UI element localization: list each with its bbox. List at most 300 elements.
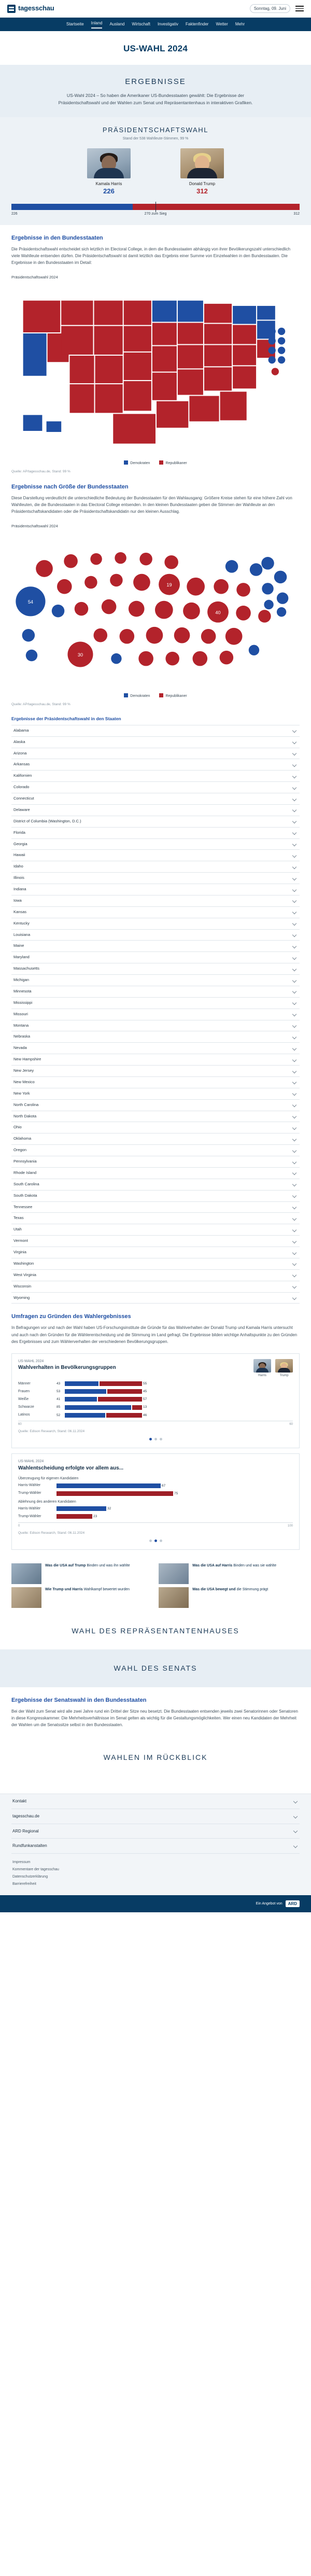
- body-shape: [94, 168, 124, 178]
- state-label: Alaska: [13, 739, 25, 744]
- chart-bar-rep: [106, 1413, 142, 1418]
- us-map-svg[interactable]: [7, 283, 304, 457]
- state-row[interactable]: [11, 1179, 300, 1191]
- state-row[interactable]: [11, 1133, 300, 1145]
- chart-bar-dem: [65, 1389, 106, 1394]
- map-source: Quelle: AP/tagesschau.de, Stand: 99 %: [11, 469, 70, 473]
- nav-item-faktenfinder[interactable]: Faktenfinder: [185, 22, 209, 27]
- state-row[interactable]: [11, 850, 300, 861]
- state-label: Louisiana: [13, 932, 31, 937]
- state-label: Florida: [13, 830, 25, 835]
- state-label: Arkansas: [13, 762, 30, 767]
- chart-card-header: [18, 1359, 293, 1378]
- chart2-bar-group: [56, 1514, 293, 1519]
- chart2-bar-label: Trump-Wähler: [18, 1491, 41, 1495]
- teaser-lead: Was die USA auf Harris: [192, 1564, 233, 1568]
- chart-value-dem: 43: [56, 1381, 61, 1385]
- teaser-column-right: [159, 1563, 300, 1608]
- chevron-down-icon: [292, 831, 296, 835]
- chart-bar-row: [18, 1381, 293, 1387]
- chart-bar-label: Männer: [18, 1381, 31, 1385]
- footer-section-label: tagesschau.de: [12, 1814, 40, 1819]
- state-row[interactable]: [11, 782, 300, 793]
- nav-item-wirtschaft[interactable]: Wirtschaft: [132, 22, 150, 27]
- state-row[interactable]: [11, 986, 300, 998]
- footer-section-label: Kontakt: [12, 1799, 27, 1804]
- state-row[interactable]: [11, 839, 300, 850]
- state-label: Vermont: [13, 1238, 28, 1243]
- us-cartogram[interactable]: [0, 531, 311, 690]
- results-intro: US-Wahl 2024 – So haben die Amerikaner US-Bundesstaaten gewählt: Die Ergebnisse der Präsidentschaftswahl und der Wahlen zum Senat und Repräsentantenhaus in interaktiven Grafiken.: [58, 93, 253, 105]
- state-row[interactable]: [11, 1270, 300, 1281]
- chevron-down-icon: [292, 1216, 296, 1221]
- nav-item-investigativ[interactable]: Investigativ: [157, 22, 178, 27]
- state-row[interactable]: [11, 828, 300, 839]
- map-heading: Ergebnisse in den Bundesstaaten: [11, 235, 103, 242]
- chevron-down-icon: [292, 1103, 296, 1107]
- teaser-rest: Binden und was ihn wählte: [87, 1564, 130, 1568]
- state-label: Nebraska: [13, 1034, 31, 1039]
- state-label: Kansas: [13, 909, 27, 914]
- candidate-harris[interactable]: [87, 148, 131, 197]
- candidate-trump[interactable]: [180, 148, 224, 197]
- state-label: Indiana: [13, 887, 26, 892]
- state-row[interactable]: [11, 1168, 300, 1179]
- survey-heading: Umfragen zu Gründen des Wahlergebnisses: [11, 1313, 131, 1320]
- axis-right-label: 60: [289, 1423, 293, 1426]
- chevron-down-icon: [292, 751, 296, 755]
- chart-value-rep: 46: [143, 1413, 147, 1417]
- chart2-bar-label: Harris-Wähler: [18, 1506, 41, 1510]
- results-heading: ERGEBNISSE: [125, 77, 186, 86]
- state-row[interactable]: [11, 1111, 300, 1123]
- footer-section-row[interactable]: [11, 1824, 300, 1839]
- chart2-bar-group: [56, 1483, 293, 1488]
- chart2-bar: [56, 1483, 161, 1488]
- teaser-item[interactable]: [11, 1563, 152, 1584]
- state-row[interactable]: [11, 759, 300, 771]
- state-row[interactable]: [11, 816, 300, 828]
- chevron-down-icon: [292, 740, 296, 744]
- presidential-title: PRÄSIDENTSCHAFTSWAHL: [102, 125, 209, 134]
- nav-item-ausland[interactable]: Ausland: [109, 22, 125, 27]
- chevron-down-icon: [292, 910, 296, 914]
- teaser-text: [45, 1587, 130, 1608]
- chart-bar-group: [56, 1381, 293, 1386]
- state-row[interactable]: [11, 1054, 300, 1066]
- state-row[interactable]: [11, 963, 300, 975]
- chart-card-motivation[interactable]: [11, 1453, 300, 1550]
- teaser-lead: Was die USA auf Trump: [45, 1564, 86, 1568]
- state-row[interactable]: [11, 725, 300, 737]
- carousel-dots[interactable]: [18, 1438, 293, 1440]
- footer-link-impressum[interactable]: Impressum: [12, 1860, 31, 1864]
- chevron-down-icon: [292, 876, 296, 880]
- chart-bar-group: [56, 1405, 293, 1409]
- chart-bar-row: [18, 1397, 293, 1402]
- chevron-down-icon: [292, 1205, 296, 1209]
- chart-bar-group: [56, 1389, 293, 1394]
- state-label: Utah: [13, 1227, 22, 1232]
- state-label: North Dakota: [13, 1113, 37, 1118]
- state-row[interactable]: [11, 793, 300, 805]
- chevron-down-icon: [292, 899, 296, 903]
- state-row[interactable]: [11, 895, 300, 907]
- state-row[interactable]: [11, 737, 300, 748]
- nav-item-startseite[interactable]: Startseite: [66, 22, 84, 27]
- nav-item-inland[interactable]: Inland: [91, 20, 103, 29]
- chart-bar-dem: [65, 1397, 97, 1402]
- electoral-label-right: 312: [293, 212, 300, 216]
- state-label: New Mexico: [13, 1079, 35, 1084]
- electoral-bar-wrap: [0, 202, 311, 225]
- state-row[interactable]: [11, 873, 300, 884]
- state-label: Washington: [13, 1261, 34, 1266]
- teaser-text: [45, 1563, 130, 1584]
- svg-text:54: 54: [27, 599, 34, 605]
- chevron-down-icon: [292, 1035, 296, 1039]
- chevron-down-icon: [292, 1262, 296, 1266]
- chevron-down-icon: [292, 887, 296, 891]
- chart-rows: [18, 1381, 293, 1418]
- axis-left-label: 60: [18, 1423, 22, 1426]
- chart2-bar-row: [18, 1506, 293, 1511]
- chart-bar-rep: [100, 1381, 143, 1386]
- chevron-down-icon: [292, 1080, 296, 1084]
- state-label: Colorado: [13, 785, 30, 790]
- svg-text:40: 40: [215, 609, 221, 615]
- chevron-down-icon: [293, 1799, 298, 1803]
- carousel-dots-2[interactable]: [18, 1539, 293, 1542]
- teaser-text: [192, 1587, 268, 1608]
- candidate-ev-trump: 312: [196, 187, 208, 195]
- chevron-down-icon: [292, 1012, 296, 1016]
- state-label: Mississippi: [13, 1000, 33, 1005]
- chevron-down-icon: [292, 1001, 296, 1005]
- chart-bar-rep: [98, 1397, 143, 1402]
- chart2-value: 75: [174, 1491, 178, 1495]
- chart-source: Quelle: Edison Research, Stand: 06.11.2024: [18, 1430, 85, 1434]
- chart-candidate-legend: [253, 1359, 293, 1378]
- footer-section-label: ARD Regional: [12, 1828, 39, 1833]
- state-row[interactable]: [11, 941, 300, 952]
- state-label: Maryland: [13, 955, 30, 960]
- body-shape: [187, 168, 217, 178]
- chevron-down-icon: [292, 1296, 296, 1300]
- state-row[interactable]: [11, 805, 300, 816]
- teaser-rest: Binden und was sie wählte: [233, 1564, 277, 1568]
- teaser-item[interactable]: [159, 1587, 300, 1608]
- chart2-bar: [56, 1506, 106, 1511]
- brand-name: tagesschau: [18, 4, 54, 12]
- state-label: Nevada: [13, 1045, 27, 1051]
- date-badge: Sonntag, 09. Juni: [250, 4, 290, 13]
- chart2-bar: [56, 1491, 173, 1496]
- state-label: Illinois: [13, 875, 24, 880]
- state-label: Iowa: [13, 898, 22, 903]
- chevron-down-icon: [293, 1844, 298, 1848]
- teaser-rest: Wahlkampf bewertet wurden: [83, 1588, 130, 1592]
- state-row[interactable]: [11, 1293, 300, 1304]
- chevron-down-icon: [292, 853, 296, 858]
- chart2-bar-label: Trump-Wähler: [18, 1514, 41, 1518]
- state-label: Kalifornien: [13, 773, 32, 778]
- chevron-down-icon: [292, 1239, 296, 1243]
- state-row[interactable]: [11, 1247, 300, 1258]
- chevron-down-icon: [292, 921, 296, 926]
- chevron-down-icon: [292, 1148, 296, 1152]
- candidate-ev-harris: 226: [103, 187, 115, 195]
- chevron-down-icon: [292, 785, 296, 789]
- chevron-down-icon: [292, 1024, 296, 1028]
- state-label: West Virginia: [13, 1272, 36, 1277]
- state-label: Arizona: [13, 750, 27, 755]
- teaser-lead: Wie Trump und Harris: [45, 1588, 83, 1592]
- state-row[interactable]: [11, 907, 300, 918]
- state-label: North Carolina: [13, 1102, 39, 1107]
- state-row[interactable]: [11, 952, 300, 963]
- state-row[interactable]: [11, 1281, 300, 1293]
- footer-section-label: Rundfunkanstalten: [12, 1843, 47, 1849]
- states-accordion-title: Ergebnisse der Präsidentschaftswahl in den Staaten: [11, 716, 121, 721]
- state-row[interactable]: [11, 861, 300, 873]
- teaser-thumbnail: [11, 1587, 41, 1608]
- cartogram-source: Quelle: AP/tagesschau.de, Stand: 99 %: [11, 703, 70, 707]
- chart-bar-label: Weiße: [18, 1397, 29, 1401]
- menu-icon[interactable]: [295, 6, 304, 11]
- main-nav[interactable]: [0, 18, 311, 31]
- state-row[interactable]: [11, 1088, 300, 1100]
- state-label: Rhode Island: [13, 1170, 37, 1175]
- chart2-title: Wahlentscheidung erfolgte vor allem aus...: [18, 1465, 124, 1471]
- footer-bottom: [0, 1895, 311, 1913]
- chart2-bar-row: [18, 1483, 293, 1488]
- state-row[interactable]: [11, 998, 300, 1009]
- map-text: Die Präsidentschaftswahl entscheidet sich letztlich im Electoral College, in dem die Bundesstaaten abhängig von ihrer Bevölkerungszahl unterschiedlich viele Wahlleute entsenden dürfen. Die Präsidentschaftswahl ist damit letztlich das Ergebnis einer Summe von Einzelwahlen in den Bundesstaaten. Die Ergebnisse in den Bundesstaaten im Detail:: [11, 247, 291, 265]
- chart-value-dem: 53: [56, 1390, 61, 1394]
- state-label: Hawaii: [13, 852, 25, 858]
- state-label: Georgia: [13, 841, 27, 846]
- chevron-down-icon: [292, 989, 296, 993]
- state-label: Oklahoma: [13, 1136, 32, 1141]
- map-legend: [0, 457, 311, 467]
- electoral-bar-rep: [133, 204, 300, 210]
- page-title: US-WAHL 2024: [123, 44, 188, 53]
- state-label: Oregon: [13, 1147, 27, 1153]
- chart2-bar-row: [18, 1514, 293, 1519]
- state-row[interactable]: [11, 975, 300, 986]
- chevron-down-icon: [293, 1829, 298, 1833]
- chevron-down-icon: [292, 1182, 296, 1186]
- us-map[interactable]: [0, 283, 311, 457]
- state-label: Kentucky: [13, 920, 30, 926]
- chevron-down-icon: [292, 1159, 296, 1164]
- state-row[interactable]: [11, 1122, 300, 1133]
- chart2-bar-row: [18, 1491, 293, 1496]
- chart2-group-label: Überzeugung für eigenen Kandidaten: [18, 1477, 79, 1481]
- electoral-label-mid: 270 zum Sieg: [144, 212, 167, 216]
- state-row[interactable]: [11, 1258, 300, 1270]
- chart-axis: [18, 1421, 293, 1427]
- state-row[interactable]: [11, 1145, 300, 1156]
- chevron-down-icon: [292, 956, 296, 960]
- results-band: [0, 65, 311, 117]
- chart-value-dem: 52: [56, 1413, 61, 1417]
- state-row[interactable]: [11, 1202, 300, 1213]
- electoral-bar-dem: [11, 204, 133, 210]
- chevron-down-icon: [292, 729, 296, 733]
- cartogram-text: Diese Darstellung verdeutlicht die unterschiedliche Bedeutung der Bundesstaaten für den Wahlausgang: Größere Kreise stehen für eine höhere Zahl von Wahlleuten, die die Bundesstaaten in das Electoral College entsenden. In den kleinen Bundesstaaten geben die Stimmen der Wahlleute an den Präsidentschaftskandidaten oder die Präsidentschaftskandidatin nur den kleinen Ausschlag.: [11, 496, 292, 514]
- avatar-trump: [180, 148, 224, 178]
- nav-item-mehr[interactable]: Mehr: [235, 22, 245, 27]
- state-row[interactable]: [11, 930, 300, 941]
- chart-kicker: US-WAHL 2024: [18, 1359, 44, 1363]
- chart2-value: 23: [93, 1515, 97, 1519]
- state-row[interactable]: [11, 1043, 300, 1054]
- senate-text: Bei der Wahl zum Senat wird alle zwei Jahre rund ein Drittel der Sitze neu besetzt. Die Bundesstaaten entsenden jeweils zwei Senatorinnen oder Senatoren in diese Kongresskammer. Die Mehrheitsverhältnisse im Senat gelten als wichtig für die Gestaltungsmöglichkeiten. Wer einen neu Kandidaten der Mehrheit der Wahlen um die Senatssitze selbst in den Bundesstaaten.: [11, 1709, 298, 1727]
- chart-bar-rep: [107, 1389, 143, 1394]
- chart2-value: 67: [162, 1483, 166, 1488]
- state-label: Wyoming: [13, 1295, 30, 1300]
- state-row[interactable]: [11, 1213, 300, 1224]
- chevron-down-icon: [292, 1194, 296, 1198]
- chart-bar-group: [56, 1397, 293, 1402]
- state-row[interactable]: [11, 771, 300, 782]
- chevron-down-icon: [292, 1284, 296, 1289]
- state-row[interactable]: [11, 748, 300, 760]
- chart2-kicker: US-WAHL 2024: [18, 1460, 44, 1464]
- footer-link-datenschutz[interactable]: Datenschutzerklärung: [12, 1874, 48, 1879]
- teaser-column-left: [11, 1563, 152, 1608]
- state-label: Ohio: [13, 1125, 22, 1130]
- footer-bottom-text: Ein Angebot von: [256, 1901, 282, 1906]
- chart2-bar-group: [56, 1506, 293, 1511]
- chevron-down-icon: [292, 1250, 296, 1254]
- state-label: Michigan: [13, 977, 30, 983]
- cartogram-heading: Ergebnisse nach Größe der Bundesstaaten: [11, 484, 129, 491]
- teaser-item[interactable]: [159, 1563, 300, 1584]
- overview-banner: WAHLEN IM RÜCKBLICK: [0, 1731, 311, 1783]
- footer-accordion[interactable]: [11, 1794, 300, 1853]
- candidate-name-trump: Donald Trump: [189, 181, 216, 186]
- legend-democrats: Demokraten: [124, 460, 150, 466]
- footer-links[interactable]: [0, 1854, 311, 1895]
- mini-harris: [253, 1359, 271, 1378]
- chart-bar-dem: [65, 1381, 98, 1386]
- senate-heading: Ergebnisse der Senatswahl in den Bundesstaaten: [11, 1697, 147, 1703]
- state-row[interactable]: [11, 918, 300, 930]
- state-row[interactable]: [11, 1077, 300, 1088]
- house-banner: WAHL DES REPRÄSENTANTENHAUSES: [0, 1612, 311, 1649]
- state-label: Connecticut: [13, 796, 34, 801]
- electoral-bar-labels: [11, 212, 300, 217]
- state-label: Delaware: [13, 807, 30, 812]
- state-row[interactable]: [11, 1031, 300, 1043]
- state-label: Virginia: [13, 1250, 26, 1255]
- legend-republicans: Republikaner: [159, 460, 187, 466]
- chart-bar-label: Frauen: [18, 1389, 30, 1393]
- electoral-bar: [11, 204, 300, 210]
- nav-item-wetter[interactable]: Wetter: [216, 22, 228, 27]
- state-row[interactable]: [11, 1009, 300, 1020]
- state-row[interactable]: [11, 1236, 300, 1247]
- map-chart-label: Präsidentschaftswahl 2024: [11, 274, 58, 279]
- chart-value-dem: 41: [56, 1397, 61, 1402]
- top-bar: [0, 0, 311, 18]
- state-row[interactable]: [11, 1020, 300, 1032]
- senate-banner: WAHL DES SENATS: [0, 1649, 311, 1687]
- chevron-down-icon: [292, 842, 296, 846]
- chart2-bar: [56, 1514, 92, 1519]
- chevron-down-icon: [292, 865, 296, 869]
- chart-bar-row: [18, 1412, 293, 1418]
- presidential-block: [0, 117, 311, 226]
- chart-card-demographics[interactable]: [11, 1353, 300, 1449]
- chart-bar-dem: [65, 1413, 105, 1418]
- chevron-down-icon: [292, 1057, 296, 1061]
- teaser-text: [192, 1563, 276, 1584]
- electoral-label-left: 226: [11, 212, 18, 216]
- state-label: New York: [13, 1090, 30, 1096]
- chart2-axis: 0 100: [18, 1522, 293, 1529]
- chevron-down-icon: [292, 933, 296, 937]
- teaser-item[interactable]: [11, 1587, 152, 1608]
- chart2-bar-label: Harris-Wähler: [18, 1483, 41, 1488]
- state-label: Maine: [13, 943, 24, 948]
- brand-logo[interactable]: [7, 4, 54, 13]
- candidate-name-harris: Kamala Harris: [95, 181, 122, 186]
- footer-link-barrierefreiheit[interactable]: Barrierefreiheit: [12, 1882, 36, 1886]
- cartogram-section: [0, 474, 311, 519]
- footer-section-row[interactable]: [11, 1839, 300, 1854]
- chart-bar-row: [18, 1405, 293, 1410]
- state-row[interactable]: [11, 1100, 300, 1111]
- state-label: New Jersey: [13, 1068, 34, 1073]
- senate-section: [0, 1687, 311, 1732]
- footer-section-row[interactable]: [11, 1794, 300, 1809]
- chart-value-rep: 57: [143, 1397, 147, 1402]
- state-row[interactable]: [11, 1191, 300, 1202]
- svg-text:30: 30: [77, 652, 83, 657]
- cartogram-chart-label: Präsidentschaftswahl 2024: [11, 523, 58, 528]
- state-row[interactable]: [11, 884, 300, 895]
- chevron-down-icon: [292, 967, 296, 971]
- footer-section-row[interactable]: [11, 1809, 300, 1824]
- state-row[interactable]: [11, 1156, 300, 1168]
- state-row[interactable]: [11, 1224, 300, 1236]
- teaser-thumbnail: [159, 1587, 189, 1608]
- chevron-down-icon: [292, 1046, 296, 1051]
- state-label: Missouri: [13, 1011, 28, 1016]
- footer: [0, 1794, 311, 1912]
- state-row[interactable]: [11, 1066, 300, 1077]
- state-label: District of Columbia (Washington, D.C.): [13, 818, 81, 823]
- chart-value-rep: 13: [143, 1405, 147, 1409]
- us-cartogram-svg[interactable]: [7, 531, 304, 690]
- top-bar-right: [250, 4, 304, 13]
- chart-title: Wahlverhalten in Bevölkerungsgruppen: [18, 1365, 116, 1371]
- chart-bar-rep: [132, 1405, 143, 1410]
- teaser-thumbnail: [11, 1563, 41, 1584]
- chevron-down-icon: [292, 978, 296, 982]
- chevron-down-icon: [292, 796, 296, 801]
- footer-link-kommentare[interactable]: Kommentare der tagesschau: [12, 1867, 59, 1871]
- chart-bar-label: Schwarze: [18, 1405, 34, 1409]
- mini-label-trump: Trump: [279, 1374, 289, 1377]
- states-accordion[interactable]: [11, 725, 300, 1304]
- chevron-down-icon: [292, 944, 296, 948]
- state-label: Idaho: [13, 864, 23, 869]
